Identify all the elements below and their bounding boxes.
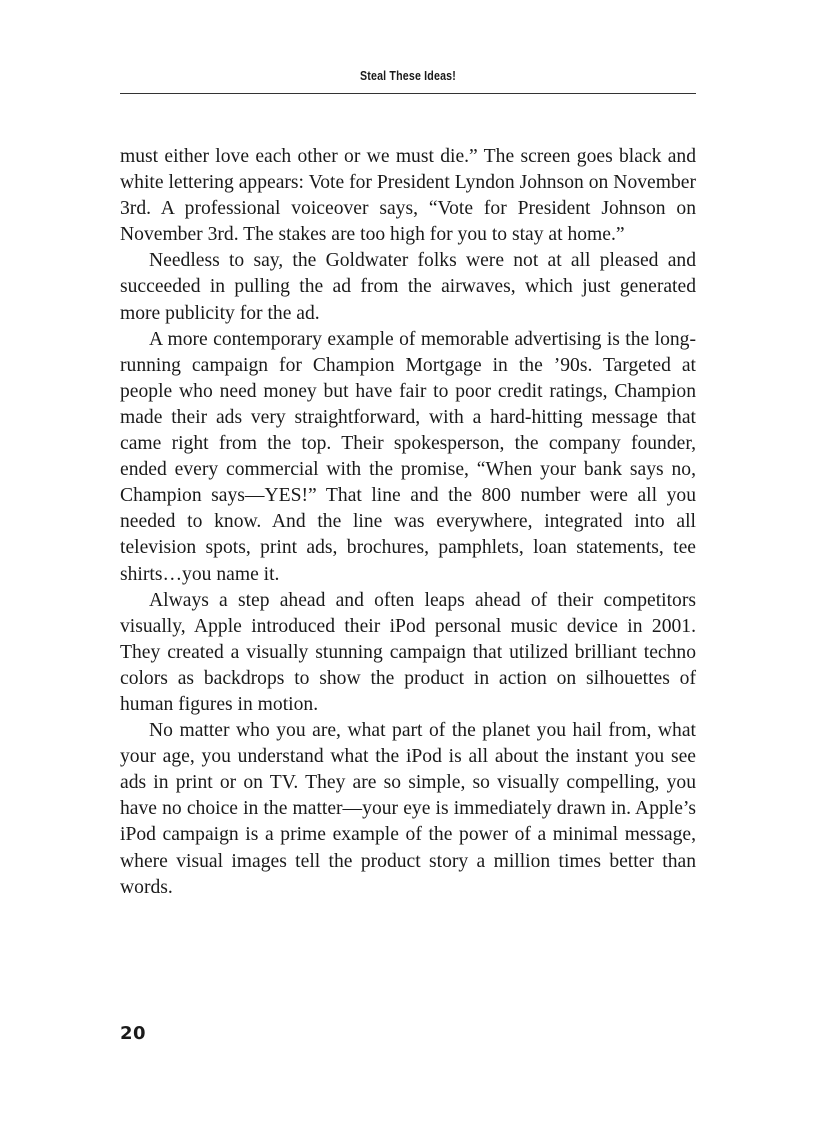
paragraph-goldwater: Needless to say, the Goldwater folks were not at all pleased and succeeded in pulling the ad from the airwaves, which just generated more publicity for the ad. <box>120 250 696 324</box>
header-rule <box>120 93 696 94</box>
paragraph-champion-mortgage: A more contemporary example of memorable advertising is the long-running campaign for Champion Mortgage in the ’90s. Targeted at people who need money but have fair to poor credit ratings, Champion made their ads very straightforward, with a hard-hitting message that came right from the top. Their spokesperson, the company founder, ended every commercial with the promise, “When your bank says no, Champion says—YES!” That line and the 800 number were all you needed to know. And the line was everywhere, integrated into all television spots, print ads, brochures, pamphlets, loan statements, tee shirts…you name it. <box>120 328 696 585</box>
page-number: 20 <box>120 1023 147 1044</box>
paragraph-continuation: must either love each other or we must die.” The screen goes black and white lettering appears: Vote for President Lyndon Johnson on November 3rd. A professional voiceover says, “Vote for President Johnson on November 3rd. The stakes are too high for you to stay at home.” <box>120 146 696 246</box>
running-head-title: Steal These Ideas! <box>360 68 456 83</box>
paragraph-apple-ipod: Always a step ahead and often leaps ahead of their competitors visually, Apple introduced their iPod personal music device in 2001. They created a visually stunning campaign that utilized brilliant techno colors as backdrops to show the product in action on silhouettes of human figures in motion. <box>120 589 696 715</box>
body-text <box>120 144 696 901</box>
paragraph-ipod-minimal-message: No matter who you are, what part of the planet you hail from, what your age, you understand what the iPod is all about the instant you see ads in print or on TV. They are so simple, so visually compelling, you have no choice in the matter—your eye is immediately drawn in. Apple’s iPod campaign is a prime example of the power of a minimal message, where visual images tell the product story a million times better than words. <box>120 720 696 898</box>
